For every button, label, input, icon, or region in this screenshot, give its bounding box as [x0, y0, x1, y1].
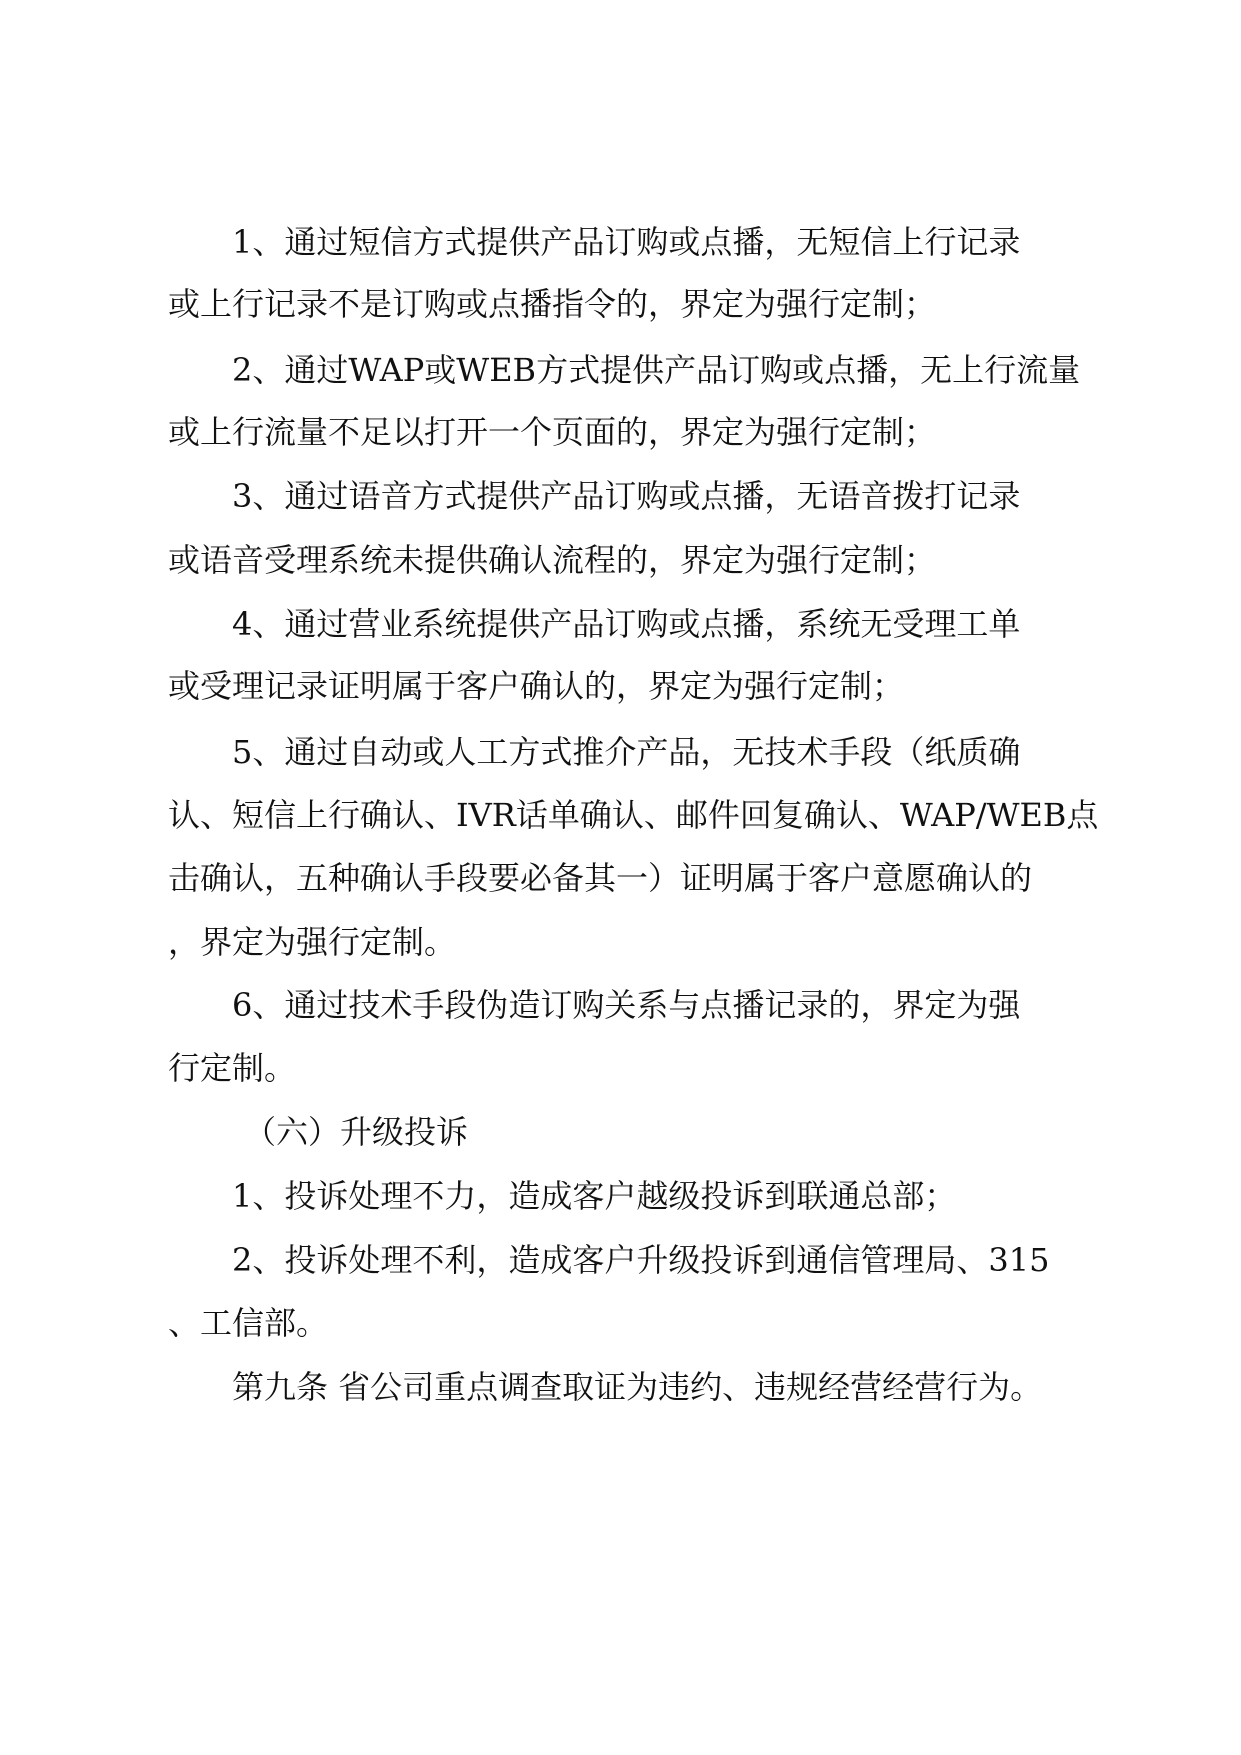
paragraph-line: 2、投诉处理不利，造成客户升级投诉到通信管理局、315: [232, 1241, 1050, 1279]
paragraph-line: 4、通过营业系统提供产品订购或点播，系统无受理工单: [232, 605, 1021, 643]
paragraph-line: 击确认，五种确认手段要必备其一）证明属于客户意愿确认的: [168, 859, 1033, 897]
paragraph-line: 2、通过WAP或WEB方式提供产品订购或点播，无上行流量: [232, 351, 1081, 389]
paragraph-line: 3、通过语音方式提供产品订购或点播，无语音拨打记录: [232, 477, 1021, 515]
paragraph-line: 行定制。: [168, 1049, 297, 1087]
paragraph-line: 6、通过技术手段伪造订购关系与点播记录的，界定为强: [232, 986, 1021, 1024]
paragraph-line: 、工信部。: [168, 1304, 329, 1342]
paragraph-line: 或上行流量不足以打开一个页面的，界定为强行定制；: [168, 413, 937, 451]
paragraph-line: 5、通过自动或人工方式推介产品，无技术手段（纸质确: [232, 733, 1021, 771]
paragraph-line: 认、短信上行确认、IVR话单确认、邮件回复确认、WAP/WEB点: [168, 796, 1099, 834]
article-heading: 第九条 省公司重点调查取证为违约、违规经营经营行为。: [232, 1368, 1043, 1406]
section-heading: （六）升级投诉: [244, 1113, 469, 1151]
paragraph-line: 1、通过短信方式提供产品订购或点播，无短信上行记录: [232, 223, 1021, 261]
paragraph-line: 或受理记录证明属于客户确认的，界定为强行定制；: [168, 667, 905, 705]
paragraph-line: 1、投诉处理不力，造成客户越级投诉到联通总部；: [232, 1177, 957, 1215]
paragraph-line: 或语音受理系统未提供确认流程的，界定为强行定制；: [168, 541, 937, 579]
paragraph-line: ，界定为强行定制。: [168, 923, 457, 961]
paragraph-line: 或上行记录不是订购或点播指令的，界定为强行定制；: [168, 285, 937, 323]
